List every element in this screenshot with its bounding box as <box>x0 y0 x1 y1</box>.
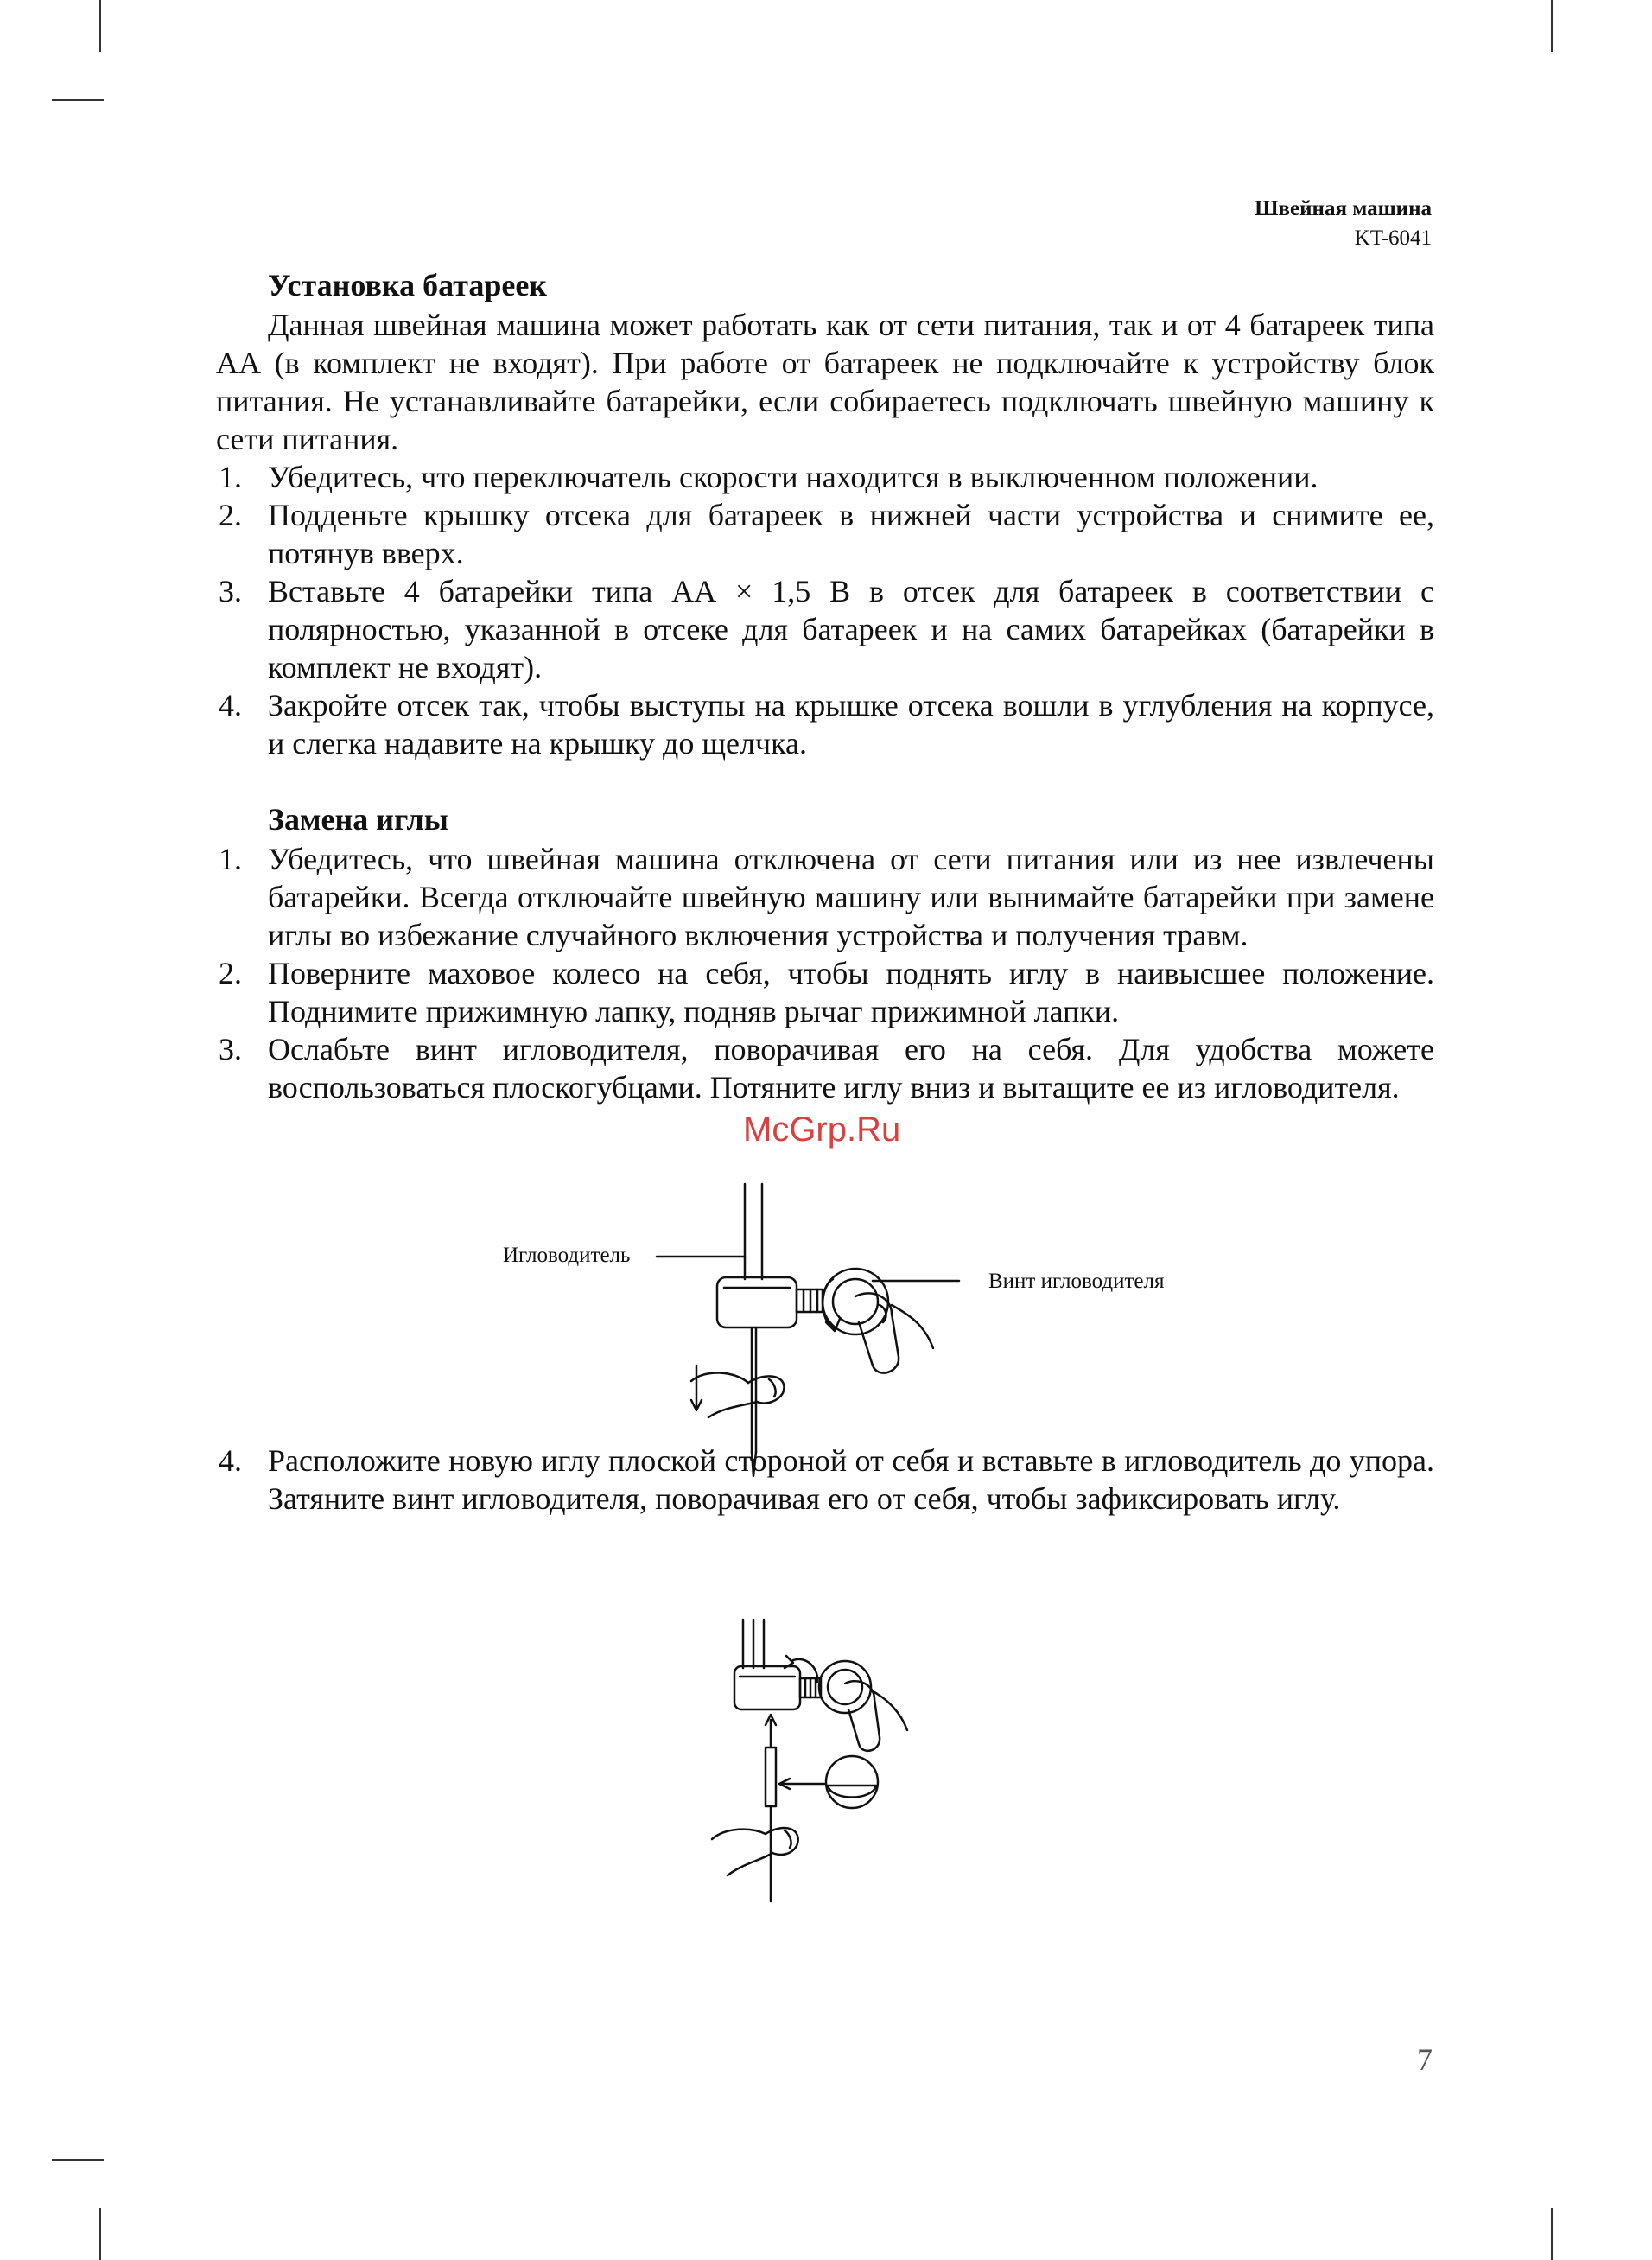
label-needle-holder-screw: Винт игловодителя <box>988 1270 1165 1293</box>
list-item <box>216 572 1434 686</box>
section-heading-batteries: Установка батареек <box>268 268 548 302</box>
label-needle-holder: Игловодитель <box>503 1244 631 1267</box>
header-model: KT-6041 <box>1354 226 1432 250</box>
list-number: 3. <box>219 574 242 608</box>
list-item <box>216 954 1434 1030</box>
list-text: Убедитесь, что швейная машина отключена от сети питания или из нее извлечены батарейки. Всегда отключайте швейную машину или вынимайте батарейки при замене иглы во избежание случайного включения устройства и получения травм. <box>268 842 1434 952</box>
list-text: Вставьте 4 батарейки типа АА × 1,5 В в отсек для батареек в соответствии с полярностью, указанной в отсеке для батареек и на самих батарейках (батарейки в комплект не входят). <box>268 574 1434 684</box>
crop-mark <box>99 2208 101 2260</box>
needle-insertion-illustration <box>708 1616 950 1910</box>
list-item <box>216 458 1434 496</box>
battery-steps-list <box>216 458 1434 762</box>
section-heading-needle: Замена иглы <box>268 802 448 837</box>
list-number: 1. <box>219 842 242 876</box>
list-number: 4. <box>219 688 242 723</box>
crop-mark <box>99 0 101 52</box>
list-text: Закройте отсек так, чтобы выступы на крышке отсека вошли в углубления на корпусе, и слегка надавите на крышку до щелчка. <box>268 688 1434 761</box>
list-text: Ослабьте винт игловодителя, поворачивая его на себя. Для удобства можете воспользоваться плоскогубцами. Потяните иглу вниз и вытащите ее из игловодителя. <box>268 1032 1434 1105</box>
list-number: 4. <box>219 1443 242 1478</box>
header-title: Швейная машина <box>1255 197 1432 220</box>
figure-needle-insertion <box>708 1616 950 1910</box>
needle-removal-illustration <box>492 1175 1201 1495</box>
section-intro: Данная швейная машина может работать как от сети питания, так и от 4 батареек типа АА (в комплект не входят). При работе от батареек не подключайте к устройству блок питания. Не устанавливайте батарейки, если собираетесь подключать швейную машину к сети питания. <box>216 308 1434 456</box>
running-header <box>1255 194 1432 253</box>
list-number: 1. <box>219 460 242 494</box>
list-number: 3. <box>219 1032 242 1066</box>
list-number: 2. <box>219 956 242 990</box>
list-text: Поверните маховое колесо на себя, чтобы поднять иглу в наивысшее положение. Поднимите прижимную лапку, подняв рычаг прижимной лапки. <box>268 956 1434 1028</box>
list-text: Подденьте крышку отсека для батареек в нижней части устройства и снимите ее, потянув вверх. <box>268 498 1434 570</box>
list-text: Убедитесь, что переключатель скорости находится в выключенном положении. <box>268 460 1318 494</box>
list-item <box>216 1030 1434 1106</box>
crop-mark <box>52 99 104 101</box>
list-number: 2. <box>219 498 242 532</box>
figure-needle-removal <box>492 1175 1201 1495</box>
crop-mark <box>1551 0 1553 52</box>
list-text: Расположите новую иглу плоской стороной от себя и вставьте в игловодитель до упора. Затяните винт игловодителя, поворачивая его от себя, чтобы зафиксировать иглу. <box>268 1443 1434 1516</box>
list-item <box>216 840 1434 954</box>
crop-mark <box>52 2159 104 2161</box>
page-number: 7 <box>1417 2042 1433 2077</box>
list-item <box>216 496 1434 572</box>
needle-steps-list <box>216 840 1434 1106</box>
watermark: McGrp.Ru <box>743 1111 901 1149</box>
list-item <box>216 686 1434 762</box>
crop-mark <box>1551 2208 1553 2260</box>
